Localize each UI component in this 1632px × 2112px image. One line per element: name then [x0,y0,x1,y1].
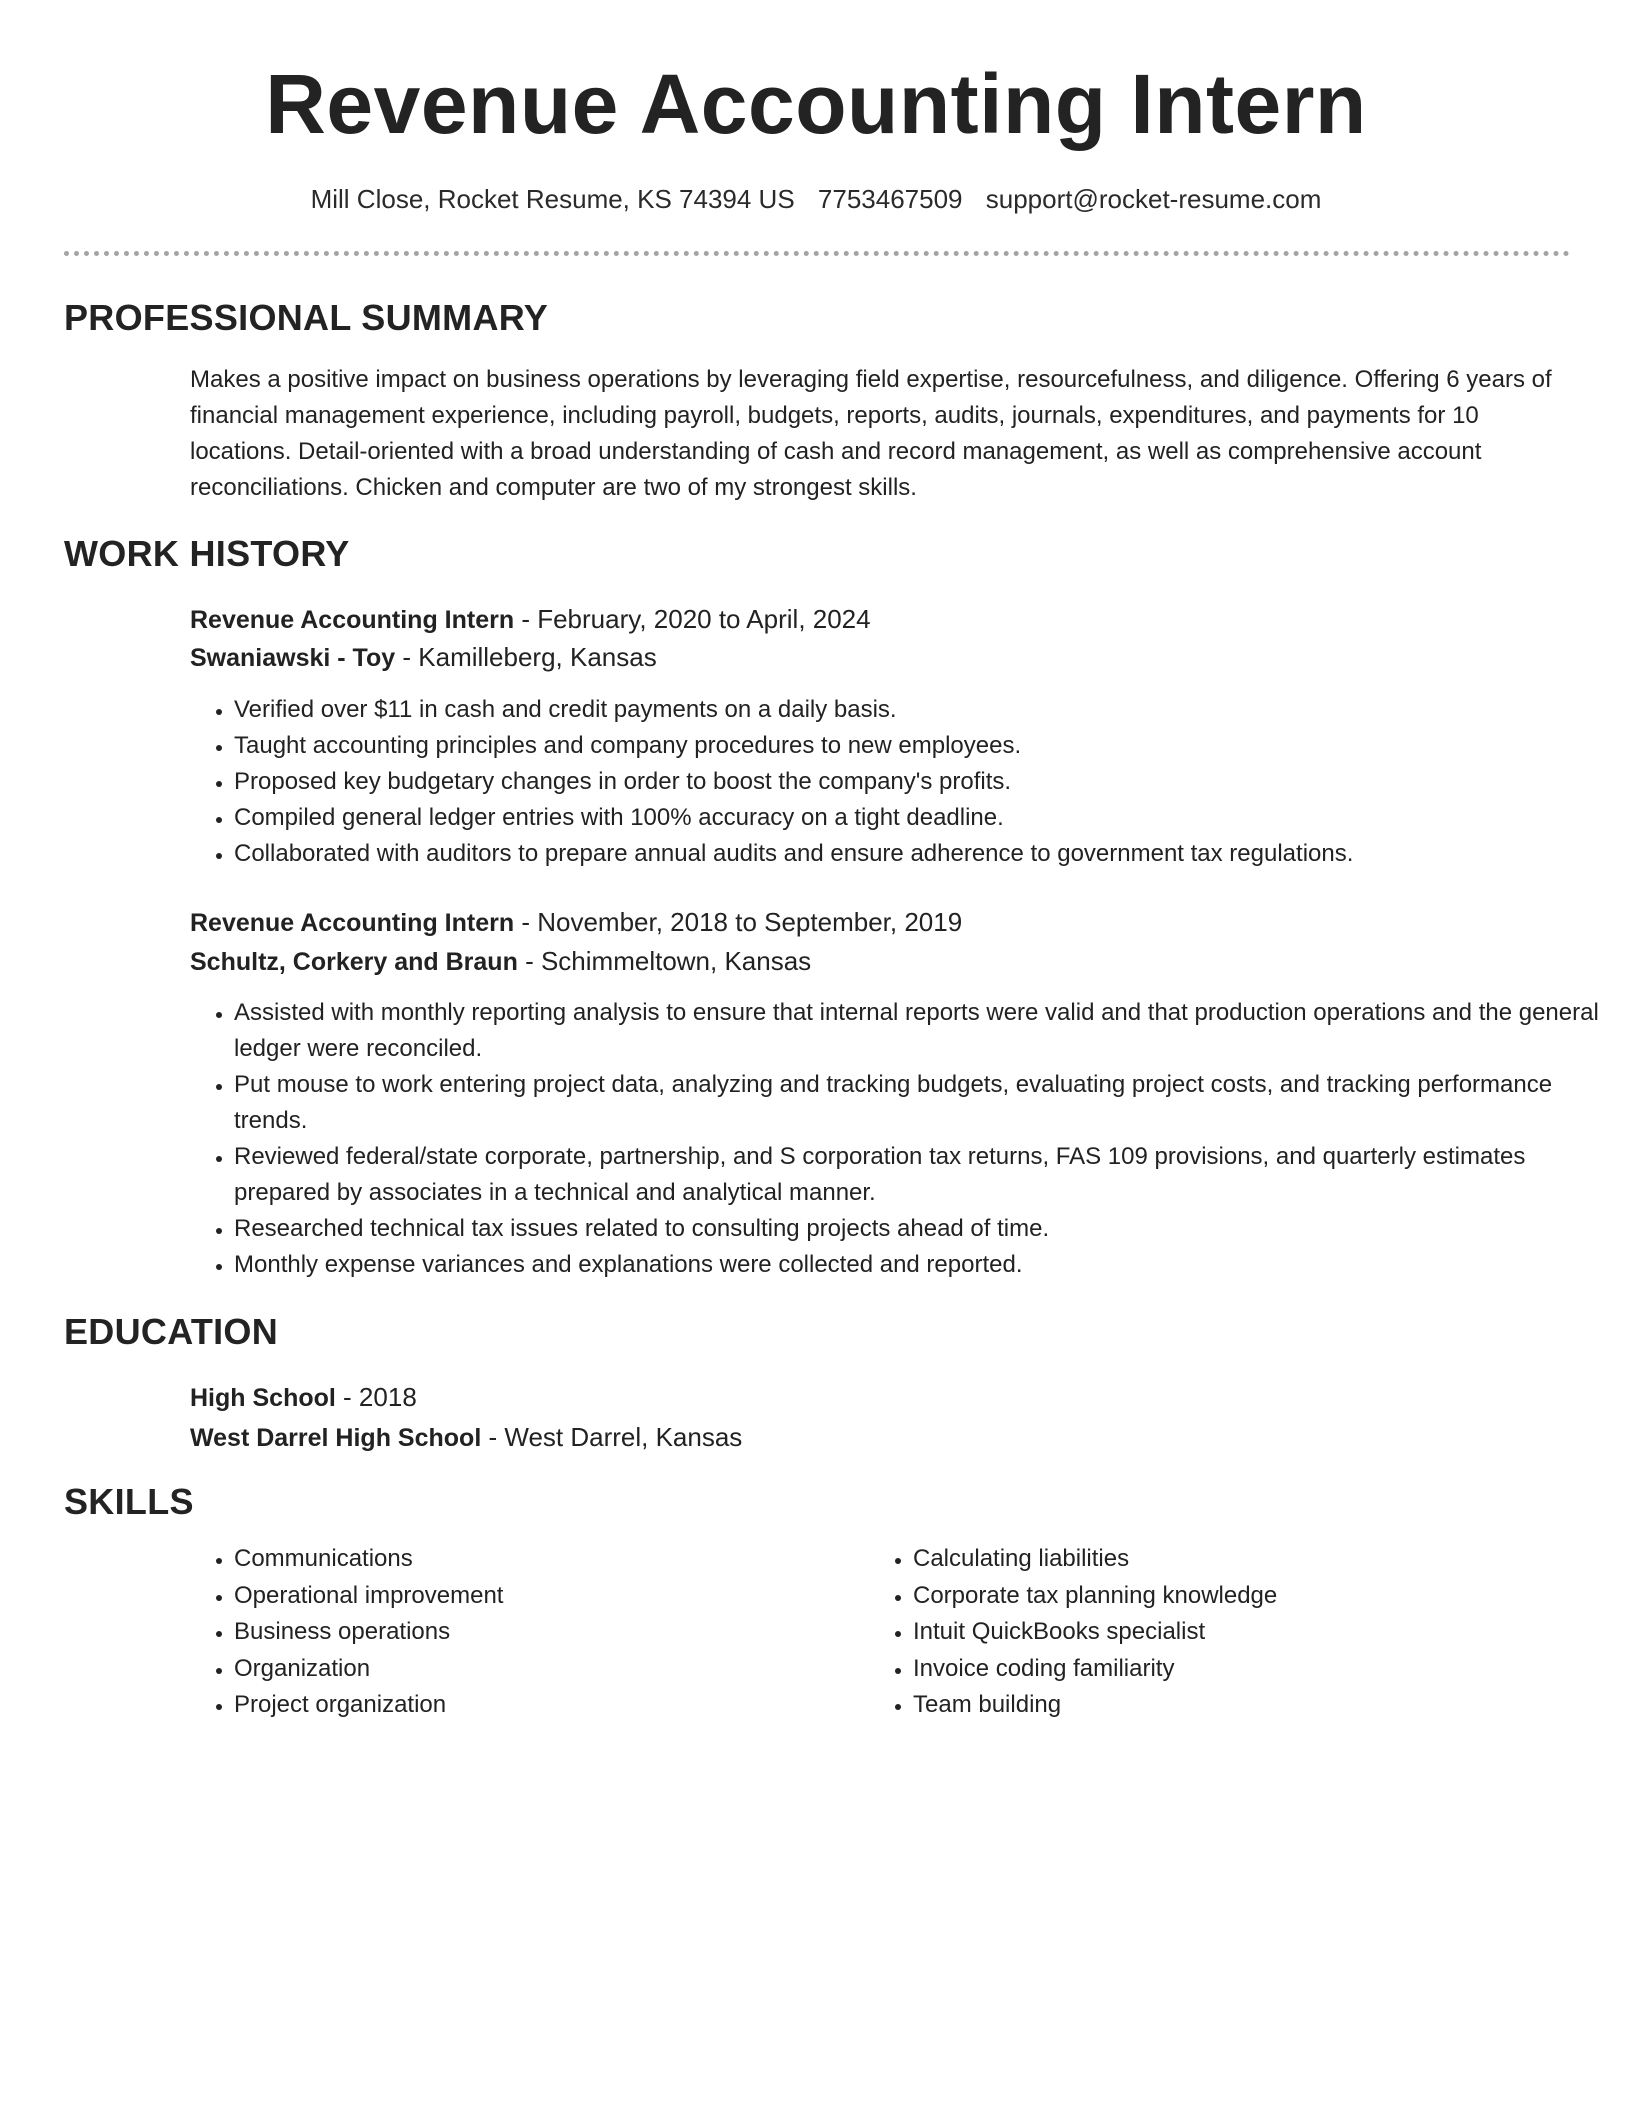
summary-text: Makes a positive impact on business operations by leveraging field expertise, resourcefulness, and diligence. Offering 6 years of financial management experience, including payroll, budgets, reports, audits, journals, expenditures, and payments for 10 locations. Detail-oriented with a broad understanding of cash and record management, as well as comprehensive account reconciliations. Chicken and computer are two of my strongest skills. [190,366,1552,501]
skill-item: • Team building [913,1687,1593,1724]
list-item: • Reviewed federal/state corporate, partnership, and S corporation tax returns, FAS 109 provisions, and quarterly estimates prepared by associates in a technical and analytical manner. [234,1139,1619,1211]
job-2-dates: - November, 2018 to September, 2019 [514,907,963,937]
job-1-company-line [190,638,1570,677]
skill-item: • Communications [234,1541,864,1578]
job-2-company: Schultz, Corkery and Braun [190,948,518,976]
list-item: • Taught accounting principles and company procedures to new employees. [234,728,1619,764]
work-history-heading: WORK HISTORY [64,533,350,574]
summary-heading: PROFESSIONAL SUMMARY [64,297,549,338]
job-1-company: Swaniawski - Toy [190,644,396,672]
skill-item: • Operational improvement [234,1578,864,1615]
skill-item: • Organization [234,1651,864,1688]
list-item: • Verified over $11 in cash and credit payments on a daily basis. [234,692,1619,728]
education-school-line [190,1418,1570,1457]
contact-email: support@rocket-resume.com [985,184,1322,214]
skill-item: • Business operations [234,1614,864,1651]
list-item: • Monthly expense variances and explanations were collected and reported. [234,1247,1619,1283]
job-2-company-line [190,942,1570,981]
list-item: • Assisted with monthly reporting analysis to ensure that internal reports were valid and that production operations and the general ledger were reconciled. [234,995,1619,1067]
job-1-location: - Kamilleberg, Kansas [395,642,657,672]
list-item: • Researched technical tax issues related to consulting projects ahead of time. [234,1211,1619,1247]
header-divider [64,251,1570,256]
skills-list-right [869,1541,1593,1724]
job-1-bullets [190,692,1619,872]
skill-item: • Corporate tax planning knowledge [913,1578,1593,1615]
education-location: - West Darrel, Kansas [481,1422,743,1452]
skill-item: • Project organization [234,1687,864,1724]
job-2-bullets [190,995,1619,1283]
resume-name: Revenue Accounting Intern [265,57,1367,151]
education-school: West Darrel High School [190,1424,482,1452]
education-degree: High School [190,1384,336,1412]
skills-list-left [190,1541,864,1724]
education-year: - 2018 [335,1382,417,1412]
list-item: • Collaborated with auditors to prepare annual audits and ensure adherence to government tax regulations. [234,836,1619,872]
skill-item: • Intuit QuickBooks specialist [913,1614,1593,1651]
skills-heading: SKILLS [64,1481,194,1522]
job-2-title: Revenue Accounting Intern [190,909,515,937]
education-degree-line [190,1378,1570,1417]
list-item: • Proposed key budgetary changes in order to boost the company's profits. [234,764,1619,800]
job-1-title: Revenue Accounting Intern [190,606,515,634]
contact-line [0,181,1632,217]
skill-item: • Calculating liabilities [913,1541,1593,1578]
job-2-location: - Schimmeltown, Kansas [517,946,812,976]
job-2-title-line [190,903,1570,942]
education-heading: EDUCATION [64,1311,279,1352]
job-1-title-line [190,600,1570,639]
skill-item: • Invoice coding familiarity [913,1651,1593,1688]
contact-address: Mill Close, Rocket Resume, KS 74394 US [310,184,795,214]
contact-phone: 7753467509 [817,184,963,214]
list-item: • Put mouse to work entering project data, analyzing and tracking budgets, evaluating project costs, and tracking performance trends. [234,1067,1619,1139]
job-1-dates: - February, 2020 to April, 2024 [514,604,871,634]
list-item: • Compiled general ledger entries with 100% accuracy on a tight deadline. [234,800,1619,836]
